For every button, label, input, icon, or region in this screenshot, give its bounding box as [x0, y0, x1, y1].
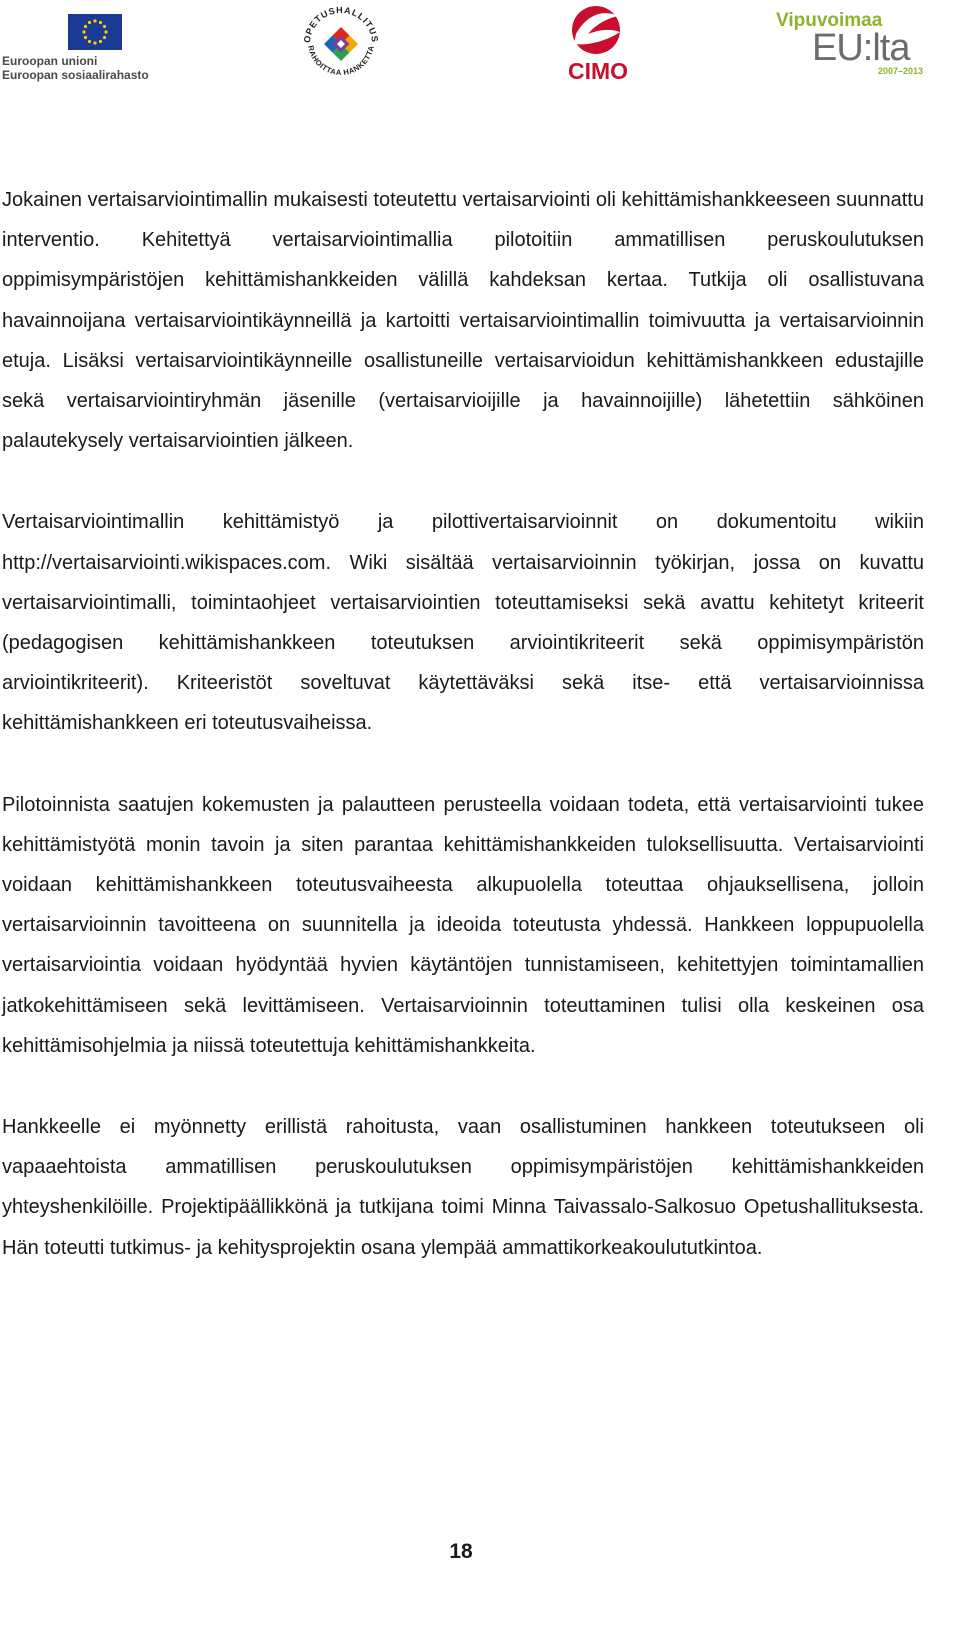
cimo-logo-text: CIMO [568, 58, 629, 84]
cimo-logo [558, 4, 634, 82]
cimo-emblem-icon [558, 4, 634, 60]
page-number: 18 [449, 1540, 473, 1563]
paragraph: Jokainen vertaisarviointimallin mukaisesti toteutettu vertaisarviointi oli kehittämishankkeeseen suunnattu interventio. Kehitettyä vertaisarviointimallia pilotoitiin ammatillisen peruskoulutuksen oppimisympäristöjen kehittämishankkeiden välillä kahdeksan kertaa. Tutkija oli osallistuvana havainnoijana vertaisarviointikäynneillä ja kartoitti vertaisarviointimallin toimivuutta ja vertaisarvioinnin etuja. Lisäksi vertaisarviointikäynneille osallistuneille vertaisarvioidun kehittämishankkeen edustajille sekä vertaisarviointiryhmän jäsenille (vertaisarvioijille ja havainnoijille) lähetettiin sähköinen palautekysely vertaisarviointien jälkeen. [2, 189, 924, 453]
eu-logo-line2: Euroopan sosiaalirahasto [2, 68, 149, 82]
eu-logo-text [2, 54, 149, 82]
paragraph: Vertaisarviointimallin kehittämistyö ja pilottivertaisarvioinnit on dokumentoitu wikiin http://vertaisarviointi.wikispaces.com. Wiki sisältää vertaisarvioinnin työkirjan, jossa on kuvattu vertaisarviointimalli, toimintaohjeet vertaisarviointien toteuttamiseksi sekä avattu kehitetyt kriteerit (pedagogisen kehittämishankkeen toteutuksen arviointikriteerit sekä oppimisympäristön arviointikriteerit). Kriteeristöt soveltuvat käytettäväksi sekä itse- että vertaisarvioinnissa kehittämishankkeen eri toteutusvaiheissa. [2, 511, 924, 735]
vipuvoimaa-logo [776, 10, 926, 80]
paragraph: Hankkeelle ei myönnetty erillistä rahoitusta, vaan osallistuminen hankkeen toteutukseen oli vapaaehtoista ammatillisen peruskoulutuksen oppimisympäristöjen kehittämishankkeiden yhteyshenkilöille. Projektipäällikkönä ja tutkijana toimi Minna Taivassalo-Salkosuo Opetushallituksesta. Hän toteutti tutkimus- ja kehitysprojektin osana ylempää ammattikorkeakoulututkintoa. [2, 1116, 924, 1259]
document-body [2, 180, 924, 1309]
vipuvoimaa-years: 2007–2013 [878, 66, 924, 76]
vipuvoimaa-title: Vipuvoimaa [776, 10, 883, 31]
vipuvoimaa-subtitle: EU:lta [812, 27, 910, 69]
oph-top-arc-text: OPETUSHALLITUS [301, 4, 381, 44]
eu-logo-line1: Euroopan unioni [2, 54, 98, 68]
opetushallitus-logo [296, 2, 386, 86]
paragraph: Pilotoinnista saatujen kokemusten ja palautteen perusteella voidaan todeta, että vertaisarviointi tukee kehittämistyötä monin tavoin ja siten parantaa kehittämishankkeiden tuloksellisuutta. Vertaisarviointi voidaan kehittämishankkeen toteutusvaiheesta alkupuolella toteuttaa ohjauksellisena, jolloin vertaisarvioinnin tavoitteena on suunnitella ja ideoida toteutusta yhdessä. Hankkeen loppupuolella vertaisarviointia voidaan hyödyntää hyvien käytäntöjen tunnistamiseen, kehitettyjen toimintamallien jatkokehittämiseen sekä levittämiseen. Vertaisarvioinnin toteuttaminen tulisi olla keskeinen osa kehittämisohjelmia ja niissä toteutettuja kehittämishankkeita. [2, 793, 924, 1057]
eu-logo [2, 14, 149, 84]
eu-flag-icon [68, 14, 122, 50]
diamond-emblem-icon [323, 26, 359, 62]
oph-bottom-arc-text: RAHOITTAA HANKETTA [306, 44, 376, 78]
